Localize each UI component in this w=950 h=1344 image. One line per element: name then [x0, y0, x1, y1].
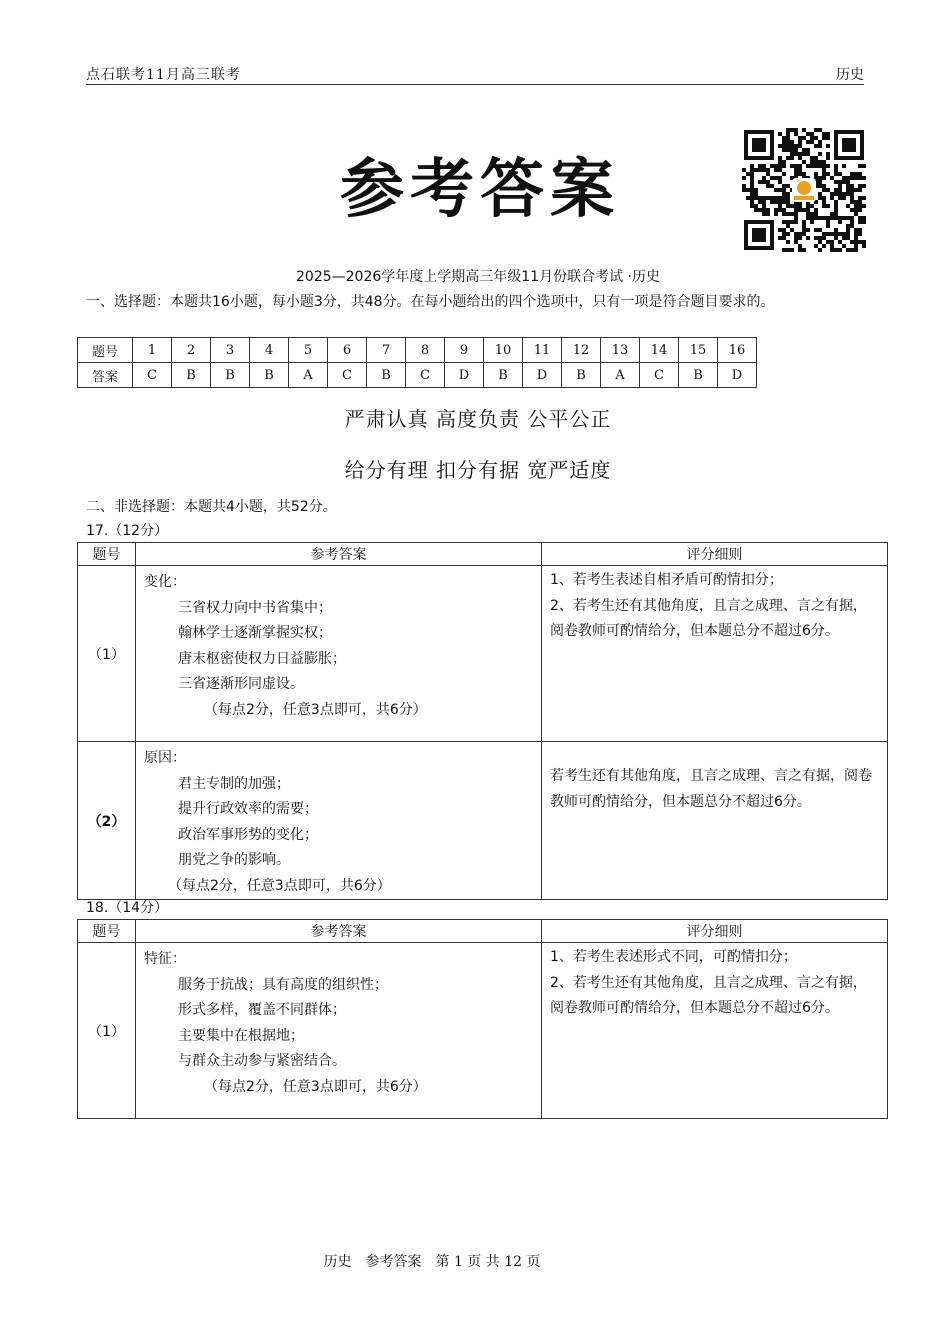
mc-question-number: 6 — [328, 338, 367, 363]
page-title: 参考答案 — [340, 152, 620, 227]
answer-point: 主要集中在根据地； — [178, 1027, 304, 1044]
part-number: （1） — [78, 566, 136, 742]
mc-question-number: 5 — [289, 338, 328, 363]
mc-question-number: 9 — [445, 338, 484, 363]
mc-answer-letter: B — [679, 363, 718, 388]
q17-answer-table — [77, 542, 888, 900]
mc-row-label: 答案 — [78, 363, 133, 388]
answer-point: 政治军事形势的变化； — [178, 826, 318, 843]
col-header-rules: 评分细则 — [542, 920, 888, 943]
answer-point: 三省逐渐形同虚设。 — [178, 676, 304, 692]
mc-answer-letter: C — [328, 363, 367, 388]
mc-question-number: 13 — [601, 338, 640, 363]
mc-question-number: 2 — [172, 338, 211, 363]
exam-subtitle: 2025—2026学年度上学期高三年级11月份联合考试 ·历史 — [296, 269, 660, 285]
rules-cell — [542, 943, 888, 1119]
mc-answer-table — [77, 337, 757, 388]
rules-cell — [542, 742, 888, 900]
mc-answer-letter: A — [289, 363, 328, 388]
mc-question-number: 1 — [133, 338, 172, 363]
mc-question-number: 7 — [367, 338, 406, 363]
mc-question-number: 12 — [562, 338, 601, 363]
mc-question-number: 14 — [640, 338, 679, 363]
col-header-number: 题号 — [78, 543, 136, 566]
qr-code-icon — [742, 128, 866, 252]
rule-item: 2、若考生还有其他角度，且言之成理、言之有据，阅卷教师可酌情给分，但本题总分不超过6分。 — [550, 974, 867, 1016]
answer-point: 与群众主动参与紧密结合。 — [178, 1053, 346, 1069]
mc-answer-letter: D — [523, 363, 562, 388]
mc-answer-letter: B — [250, 363, 289, 388]
answer-lead: 特征： — [144, 951, 186, 967]
scoring-note: （每点2分，任意3点即可，共6分） — [168, 877, 391, 894]
mc-number-row — [78, 338, 757, 363]
mc-answer-letter: B — [172, 363, 211, 388]
header-subject: 历史 — [836, 67, 864, 83]
answer-point: 形式多样，覆盖不同群体； — [178, 1002, 346, 1018]
rule-item: 2、若考生还有其他角度，且言之成理、言之有据，阅卷教师可酌情给分，但本题总分不超过6分。 — [550, 597, 867, 639]
table-row — [78, 742, 888, 900]
section1-instructions: 一、选择题：本题共16小题，每小题3分，共48分。在每小题给出的四个选项中，只有一项是符合题目要求的。 — [86, 294, 775, 310]
part-number: （2） — [78, 742, 136, 900]
answer-point: 提升行政效率的需要； — [178, 801, 318, 817]
rule-item: 1、若考生表述形式不同，可酌情扣分； — [550, 949, 797, 965]
mc-answer-letter: D — [445, 363, 484, 388]
q18-answer-table — [77, 919, 888, 1119]
answer-point: 服务于抗战；具有高度的组织性； — [178, 976, 388, 993]
answer-cell — [136, 566, 542, 742]
mc-question-number: 3 — [211, 338, 250, 363]
col-header-answer: 参考答案 — [136, 920, 542, 943]
mc-answer-letter: C — [406, 363, 445, 388]
mc-answer-letter: A — [601, 363, 640, 388]
section2-instructions: 二、非选择题：本题共4小题，共52分。 — [86, 499, 337, 515]
mc-question-number: 16 — [718, 338, 757, 363]
q18-label: 18.（14分） — [86, 900, 169, 916]
answer-point: 翰林学士逐渐掌握实权； — [178, 625, 332, 641]
mc-question-number: 10 — [484, 338, 523, 363]
rule-item: 若考生还有其他角度，且言之成理、言之有据，阅卷教师可酌情给分，但本题总分不超过6分。 — [550, 768, 872, 810]
answer-cell — [136, 742, 542, 900]
mc-question-number: 4 — [250, 338, 289, 363]
motto-line-2: 给分有理 扣分有据 宽严适度 — [344, 458, 612, 482]
answer-point: 君主专制的加强； — [178, 775, 290, 792]
scoring-note: （每点2分，任意3点即可，共6分） — [204, 701, 427, 718]
rules-cell — [542, 566, 888, 742]
col-header-number: 题号 — [78, 920, 136, 943]
table-row — [78, 943, 888, 1119]
page-footer: 历史 参考答案 第 1 页 共 12 页 — [323, 1254, 541, 1270]
rule-item: 1、若考生表述自相矛盾可酌情扣分； — [550, 572, 783, 588]
table-header-row — [78, 543, 888, 566]
mc-question-number: 8 — [406, 338, 445, 363]
mc-answer-letter: D — [718, 363, 757, 388]
header-exam-name: 点石联考11月高三联考 — [86, 67, 241, 83]
mc-answer-letter: B — [562, 363, 601, 388]
mc-question-number: 11 — [523, 338, 562, 363]
mc-answer-row — [78, 363, 757, 388]
mc-question-number: 15 — [679, 338, 718, 363]
answer-point: 三省权力向中书省集中； — [178, 599, 332, 616]
mc-row-label: 题号 — [78, 338, 133, 363]
header-divider — [86, 84, 864, 85]
part-number: （1） — [78, 943, 136, 1119]
table-header-row — [78, 920, 888, 943]
mc-answer-letter: B — [211, 363, 250, 388]
table-row — [78, 566, 888, 742]
answer-point: 唐末枢密使权力日益膨胀； — [178, 650, 346, 667]
mc-answer-letter: B — [367, 363, 406, 388]
answer-point: 朋党之争的影响。 — [178, 852, 290, 868]
scoring-note: （每点2分，任意3点即可，共6分） — [204, 1078, 427, 1095]
motto-line-1: 严肃认真 高度负责 公平公正 — [344, 407, 612, 431]
answer-lead: 变化： — [144, 574, 186, 590]
mc-answer-letter: C — [133, 363, 172, 388]
mc-answer-letter: B — [484, 363, 523, 388]
answer-cell — [136, 943, 542, 1119]
mc-answer-letter: C — [640, 363, 679, 388]
col-header-rules: 评分细则 — [542, 543, 888, 566]
col-header-answer: 参考答案 — [136, 543, 542, 566]
answer-lead: 原因： — [144, 750, 186, 766]
q17-label: 17.（12分） — [86, 523, 169, 539]
